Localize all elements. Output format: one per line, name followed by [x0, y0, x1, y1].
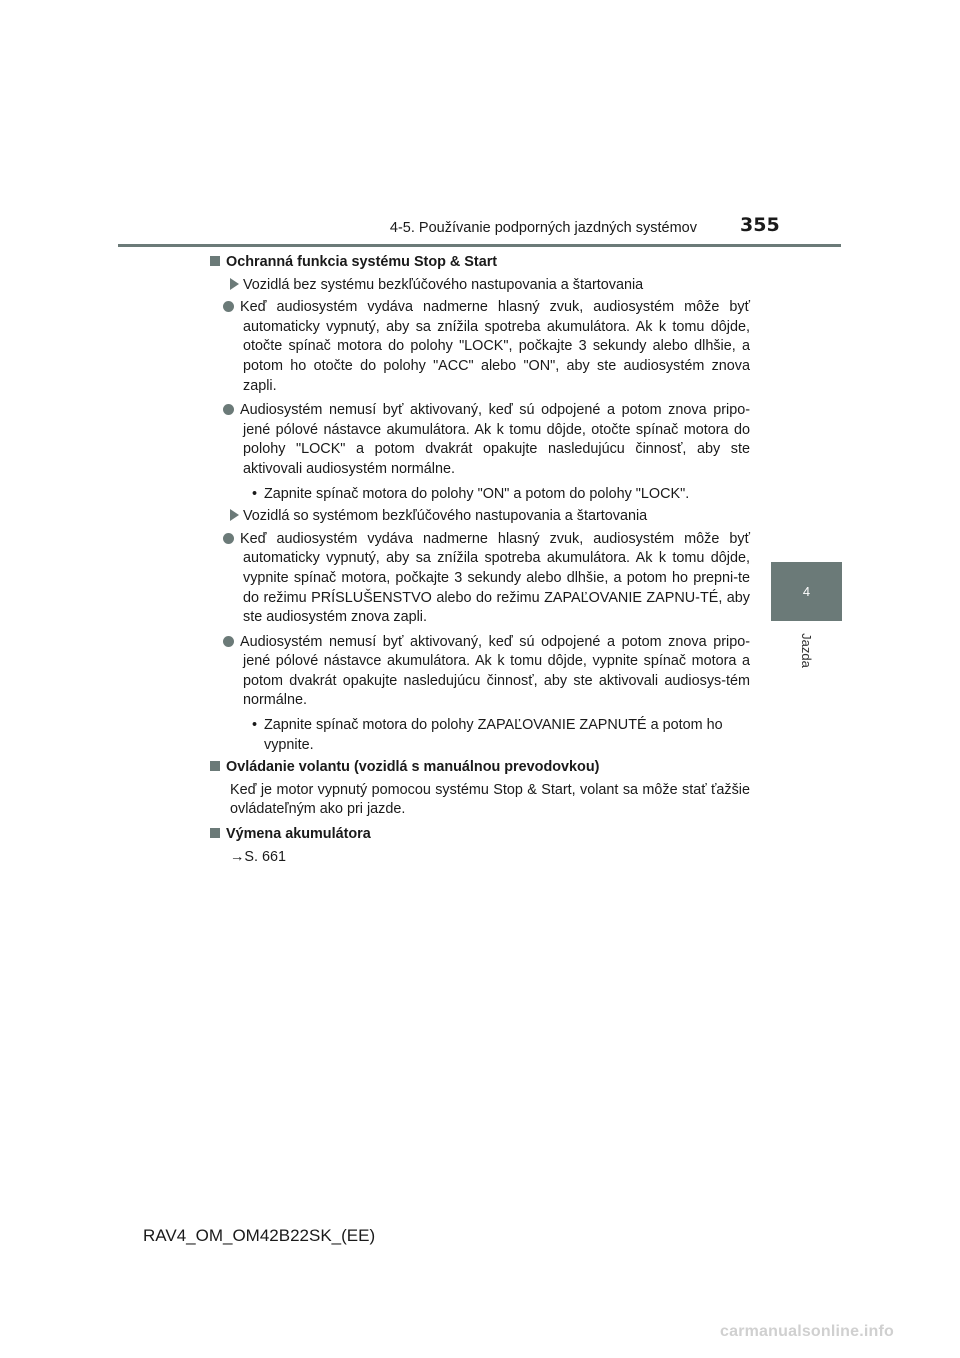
arrow-right-icon: →: [230, 848, 245, 865]
bullet-item: [210, 633, 750, 711]
watermark: carmanualsonline.info: [720, 1323, 895, 1340]
note-mark: •: [252, 717, 258, 734]
section-heading-text: Výmena akumulátora: [226, 826, 371, 843]
bullet-text: Keď audiosystém vydáva nadmerne hlasný zvuk, audiosystém môže byť automaticky vypnutý, aby sa znížila spotreba akumulátora. Ak k tomu dôjde, vypnite spínač motora, počkajte 3 sekundy alebo dlhšie, a potom ho prepni-te do režimu PRÍSLUŠENSTVO alebo do režimu ZAPAĽOVANIE ZAPNU-TÉ, aby ste audiosystém znova zapli.: [240, 530, 750, 626]
circle-bullet-icon: [223, 636, 234, 647]
section-heading: [210, 758, 750, 778]
triangle-bullet-icon: [230, 509, 239, 521]
document-code: RAV4_OM_OM42B22SK_(EE): [143, 1226, 376, 1245]
note-mark: •: [252, 485, 258, 502]
bullet-item: [210, 401, 750, 479]
header-divider: [118, 244, 841, 247]
body-paragraph: Keď je motor vypnutý pomocou systému Stop & Start, volant sa môže stať ťažšie ovládateľným ako pri jazde.: [230, 781, 750, 818]
subsection-heading: [210, 276, 750, 296]
section-title: 4-5. Používanie podporných jazdných systémov: [389, 220, 697, 236]
subsection-text: Vozidlá bez systému bezkľúčového nastupovania a štartovania: [243, 276, 644, 293]
page-reference-text: S. 661: [244, 848, 286, 865]
section-heading: [210, 253, 750, 273]
square-bullet-icon: [210, 828, 220, 838]
note-item: [210, 716, 750, 755]
chapter-number: 4: [802, 584, 811, 599]
bullet-item: [210, 298, 750, 396]
page-content: [210, 253, 750, 867]
bullet-item: [210, 530, 750, 628]
section-heading: [210, 825, 750, 845]
section-heading-text: Ochranná funkcia systému Stop & Start: [226, 254, 498, 270]
circle-bullet-icon: [223, 301, 234, 312]
bullet-text: Audiosystém nemusí byť aktivovaný, keď sú odpojené a potom znova pripo-jené pólové nástavce akumulátora. Ak k tomu dôjde, vypnite spínač motora a potom dvakrát opakujte nasledujúcu činnosť, aby ste aktivovali audiosys-tém normálne.: [240, 633, 750, 709]
circle-bullet-icon: [223, 404, 234, 415]
bullet-text: Audiosystém nemusí byť aktivovaný, keď sú odpojené a potom znova pripo-jené pólové nástavce akumulátora. Ak k tomu dôjde, otočte spínač motora do polohy "LOCK" a potom dvakrát opakujte nasledujúcu činnosť, aby ste aktivovali audiosystém normálne.: [240, 402, 750, 477]
page-reference[interactable]: [210, 848, 750, 868]
subsection-text: Vozidlá so systémom bezkľúčového nastupovania a štartovania: [243, 508, 648, 525]
triangle-bullet-icon: [230, 278, 239, 290]
subsection-heading: [210, 507, 750, 527]
circle-bullet-icon: [223, 533, 234, 544]
square-bullet-icon: [210, 761, 220, 771]
chapter-label-box: [791, 629, 821, 671]
chapter-label: Jazda: [798, 632, 814, 668]
note-text: Zapnite spínač motora do polohy "ON" a potom do polohy "LOCK".: [264, 485, 690, 502]
section-heading-text: Ovládanie volantu (vozidlá s manuálnou prevodovkou): [226, 759, 600, 776]
chapter-tab[interactable]: [771, 562, 842, 621]
square-bullet-icon: [210, 256, 220, 266]
note-text: Zapnite spínač motora do polohy ZAPAĽOVANIE ZAPNUTÉ a potom ho vypnite.: [264, 717, 723, 753]
note-item: [210, 485, 750, 505]
page-number: 355: [740, 214, 780, 236]
bullet-text: Keď audiosystém vydáva nadmerne hlasný zvuk, audiosystém môže byť automaticky vypnutý, aby sa znížila spotreba akumulátora. Ak k tomu dôjde, otočte spínač motora do polohy "LOCK", počkajte 3 sekundy alebo dlhšie, a potom ho otočte do polohy "ACC" alebo "ON", aby ste audiosystém znova zapli.: [240, 299, 750, 394]
